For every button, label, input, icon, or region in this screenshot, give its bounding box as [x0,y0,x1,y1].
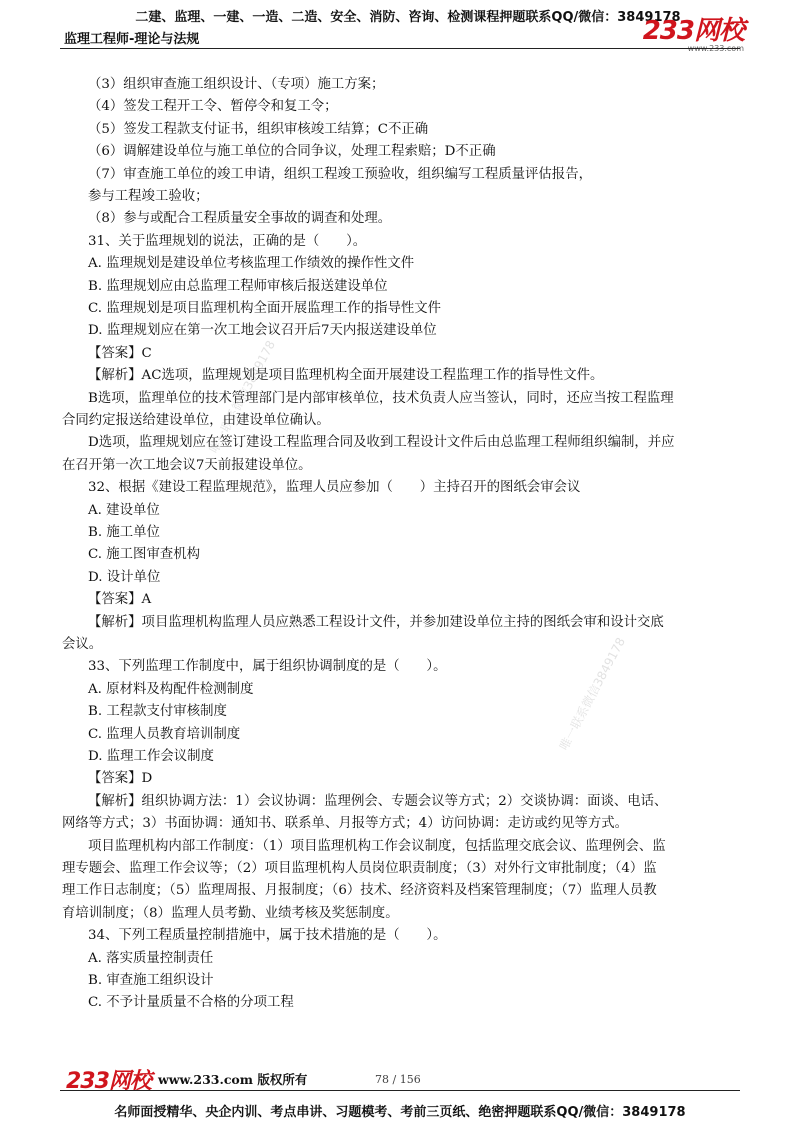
text-line: 【解析】组织协调方法：1）会议协调：监理例会、专题会议等方式；2）交谈协调：面谈、电话、 [88,794,668,809]
text-line: C. 施工图审查机构 [88,547,201,562]
text-line: D. 监理工作会议制度 [88,749,214,764]
text-line: B选项，监理单位的技术管理部门是内部审核单位，技术负责人应当签认，同时，还应当按工程监理 [88,391,674,406]
text-line: （7）审查施工单位的竣工申请，组织工程竣工预验收，组织编写工程质量评估报告， [88,167,592,182]
footer-logo: 233网校 [66,1069,151,1094]
text-line: C. 不予计量质量不合格的分项工程 [88,995,294,1010]
text-line: 34、下列工程质量控制措施中，属于技术措施的是（ ）。 [88,928,447,943]
text-line: C. 监理规划是项目监理机构全面开展监理工作的指导性文件 [88,301,442,316]
text-line: B. 监理规划应由总监理工程师审核后报送建设单位 [88,279,388,294]
footer-copyright: www.233.com 版权所有 [158,1072,308,1087]
text-line: B. 施工单位 [88,525,160,540]
text-line: B. 工程款支付审核制度 [88,704,227,719]
text-line: 合同约定报送给建设单位，由建设单位确认。 [62,413,330,428]
page-number: 78 / 156 [375,1073,421,1086]
text-line: 32、根据《建设工程监理规范》，监理人员应参加（ ）主持召开的图纸会审会议 [88,480,581,495]
text-line: 33、下列监理工作制度中，属于组织协调制度的是（ ）。 [88,659,447,674]
watermark: 唯一联系微信3849178 [206,338,279,456]
header-divider [60,48,740,49]
logo-wordmark: 233网校 [642,16,744,46]
text-line: D选项，监理规划应在签订建设工程监理合同及收到工程设计文件后由总监理工程师组织编制，并应 [88,435,675,450]
text-line: C. 监理人员教育培训制度 [88,727,241,742]
text-line: 【答案】A [88,592,152,607]
header-contact-line: 二建、监理、一建、一造、二造、安全、消防、咨询、检测课程押题联系QQ/微信：3849178 [135,10,681,25]
text-line: 在召开第一次工地会议7天前报建设单位。 [62,458,312,473]
text-line: B. 审查施工组织设计 [88,973,214,988]
header-subtitle: 监理工程师-理论与法规 [64,32,200,47]
text-line: （6）调解建设单位与施工单位的合同争议，处理工程索赔；D不正确 [88,144,496,159]
text-line: D. 监理规划应在第一次工地会议召开后7天内报送建设单位 [88,323,437,338]
footer-promo-line: 名师面授精华、央企内训、考点串讲、习题模考、考前三页纸、绝密押题联系QQ/微信：3849178 [114,1105,686,1120]
text-line: （3）组织审查施工组织设计、（专项）施工方案； [88,77,385,92]
text-line: 会议。 [62,637,103,652]
text-line: 项目监理机构内部工作制度：（1）项目监理机构工作会议制度，包括监理交底会议、监理例会、监 [88,839,666,854]
logo-site: www.233.com [687,44,744,53]
text-line: 理专题会、监理工作会议等；（2）项目监理机构人员岗位职责制度；（3）对外行文审批制度；（4）监 [62,861,657,876]
text-line: A. 落实质量控制责任 [88,951,214,966]
text-line: 参与工程竣工验收； [88,189,209,204]
text-line: （8）参与或配合工程质量安全事故的调查和处理。 [88,211,392,226]
text-line: 【解析】AC选项，监理规划是项目监理机构全面开展建设工程监理工作的指导性文件。 [88,368,604,383]
text-line: 理工作日志制度；（5）监理周报、月报制度；（6）技术、经济资料及档案管理制度；（7）监理人员教 [62,883,657,898]
text-line: 【答案】D [88,771,153,786]
text-line: A. 监理规划是建设单位考核监理工作绩效的操作性文件 [88,256,415,271]
text-line: （5）签发工程款支付证书，组织审核竣工结算；C不正确 [88,122,429,137]
text-line: 【解析】项目监理机构监理人员应熟悉工程设计文件，并参加建设单位主持的图纸会审和设计交底 [88,615,664,630]
text-line: 31、关于监理规划的说法，正确的是（ ）。 [88,234,367,249]
text-line: （4）签发工程开工令、暂停令和复工令； [88,99,338,114]
text-line: 【答案】C [88,346,152,361]
watermark: 唯一联系微信3849178 [556,635,629,753]
footer-divider [60,1090,740,1091]
text-line: A. 建设单位 [88,503,160,518]
text-line: 育培训制度；（8）监理人员考勤、业绩考核及奖惩制度。 [62,906,399,921]
text-line: 网络等方式；3）书面协调：通知书、联系单、月报等方式；4）访问协调：走访或约见等方式。 [62,816,629,831]
text-line: A. 原材料及构配件检测制度 [88,682,254,697]
text-line: D. 设计单位 [88,570,161,585]
